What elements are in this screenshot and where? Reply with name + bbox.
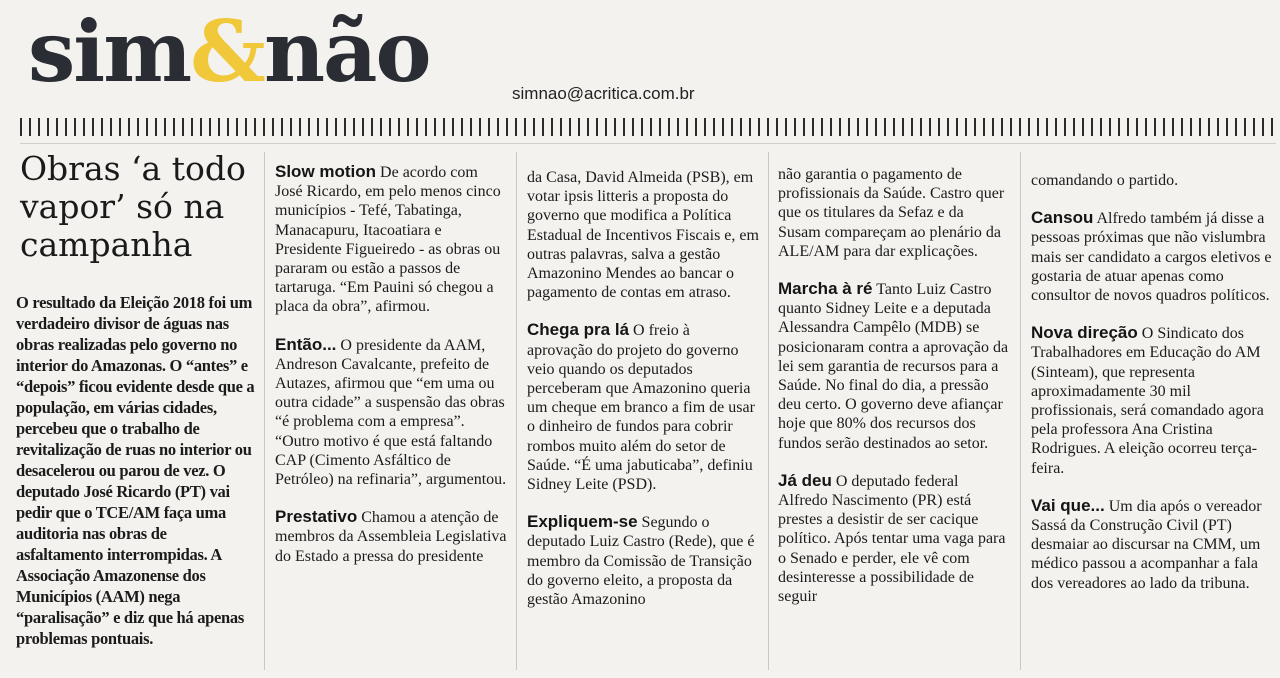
column-3: [527, 150, 759, 627]
note-slow-motion: [275, 162, 507, 317]
note-keyword: Vai que...: [1031, 495, 1105, 515]
column-4: [778, 150, 1010, 624]
note-nova-direcao: [1031, 323, 1273, 478]
note-marcha-a-re: [778, 279, 1010, 453]
note-text: O presidente da AAM, Andreson Cavalcante, prefeito de Autazes, afirmou que “em uma ou outra cidade” a suspensão das obras “é problema com a empresa”. “Outro motivo é que está faltando CAP (Cimento Asfáltico de Petróleo) na refinaria”, argumentou.: [275, 336, 507, 489]
note-keyword: Slow motion: [275, 162, 377, 181]
column-1: [16, 150, 256, 649]
masthead-logo: [28, 4, 429, 100]
note-keyword: Cansou: [1031, 208, 1094, 228]
note-chega-pra-la: [527, 320, 759, 494]
note-text: De acordo com José Ricardo, em pelo menos cinco municípios - Tefé, Tabatinga, Manacapuru, Itacoatiara e Presidente Figueiredo - as obras ou pararam ou estão a passos de tartaruga. “Em Pauini só chegou a placa da obra”, afirmou.: [275, 164, 501, 316]
note-text: Alfredo também já disse a pessoas próximas que não vislumbra mais ser candidato a cargos eletivos e gostaria de atuar apenas como consultor de novos quadros políticos.: [1031, 210, 1272, 305]
column-2: [275, 150, 507, 584]
note-text: Um dia após o vereador Sassá da Construção Civil (PT) desmaiar ao discursar na CMM, um médico passou a acompanhar a fala dos vereadores ao lado da tribuna.: [1031, 497, 1262, 592]
note-keyword: Então...: [275, 334, 337, 354]
note-prestativo-continued: da Casa, David Almeida (PSB), em votar ipsis litteris a proposta do governo que modifica a Política Estadual de Incentivos Fiscais e, em outras palavras, salva a gestão Amazonino Mendes ao bancar o pagamento de contas em atraso.: [527, 169, 759, 302]
note-text: Chamou a atenção de membros da Assembleia Legislativa do Estado a pressa do presidente: [275, 509, 507, 565]
barcode-rule: [20, 118, 1276, 136]
column-divider: [768, 152, 769, 670]
note-text: O freio à aprovação do projeto do governo veio quando os deputados perceberam que Amazonino queria um cheque em branco a fim de usar o dinheiro de fundos para cobrir rombos muito além do setor de Saúde. “É uma jabuticaba”, definiu Sidney Leite (PSD).: [527, 322, 755, 494]
note-keyword: Marcha à ré: [778, 279, 873, 299]
column-divider: [516, 152, 517, 670]
note-keyword: Prestativo: [275, 507, 358, 527]
column-divider: [1020, 152, 1021, 670]
note-keyword: Expliquem-se: [527, 512, 638, 532]
note-expliquem-continued: não garantia o pagamento de profissionais da Saúde. Castro quer que os titulares da Sefaz e da Susam compareçam ao plenário da ALE/AM para dar explicações.: [778, 166, 1005, 260]
note-text: O deputado federal Alfredo Nascimento (PR) está prestes a desistir de ser cacique político. Após tentar uma vaga para o Senado e perder, ele vê com desinteresse a possibilidade de seguir: [778, 472, 1006, 606]
note-text: Segundo o deputado Luiz Castro (Rede), que é membro da Comissão de Transição do governo eleito, a proposta da gestão Amazonino: [527, 514, 755, 609]
headline: Obras ‘a todo vapor’ só na campanha: [20, 149, 246, 264]
note-keyword: Chega pra lá: [527, 320, 630, 340]
divider: [20, 143, 1276, 144]
masthead-nao: não: [263, 2, 430, 101]
note-vai-que: [1031, 496, 1273, 593]
note-text: O Sindicato dos Trabalhadores em Educação do AM (Sinteam), que representa aproximadamente 30 mil profissionais, será comandado agora pela professora Ana Cristina Rodrigues. A eleição ocorreu terça-feira.: [1031, 325, 1264, 477]
column-5: [1031, 150, 1273, 611]
note-ja-deu: [778, 471, 1010, 606]
column-email[interactable]: simnao@acritica.com.br: [512, 84, 695, 103]
column-divider: [264, 152, 265, 670]
note-prestativo: [275, 507, 507, 566]
note-cansou: [1031, 208, 1273, 305]
note-text: Tanto Luiz Castro quanto Sidney Leite e a deputada Alessandra Campêlo (MDB) se posicionaram contra a aprovação da lei sem garantia de recursos para a Saúde. No final do dia, a pressão deu certo. O governo deve afiançar hoje que 80% dos recursos dos fundos serão destinados ao setor.: [778, 281, 1009, 452]
lead-paragraph: O resultado da Eleição 2018 foi um verdadeiro divisor de águas nas obras realizadas pelo governo no interior do Amazonas. O “antes” e “depois” ficou evidente desde que a população, em várias cidades, percebeu que o trabalho de revitalização de ruas no interior ou desacelerou ou parou de vez. O deputado José Ricardo (PT) vai pedir que o TCE/AM faça uma auditoria nas obras de asfaltamento interrompidas. A Associação Amazonense dos Municípios (AAM) nega “paralisação” e diz que há apenas problemas pontuais.: [16, 293, 255, 648]
note-entao: [275, 335, 507, 490]
note-keyword: Nova direção: [1031, 323, 1138, 343]
note-keyword: Já deu: [778, 470, 832, 490]
note-ja-deu-continued: comandando o partido.: [1031, 172, 1179, 189]
masthead-sim: sim: [28, 2, 191, 101]
note-expliquem-se: [527, 512, 759, 609]
masthead-ampersand: &: [190, 2, 264, 101]
